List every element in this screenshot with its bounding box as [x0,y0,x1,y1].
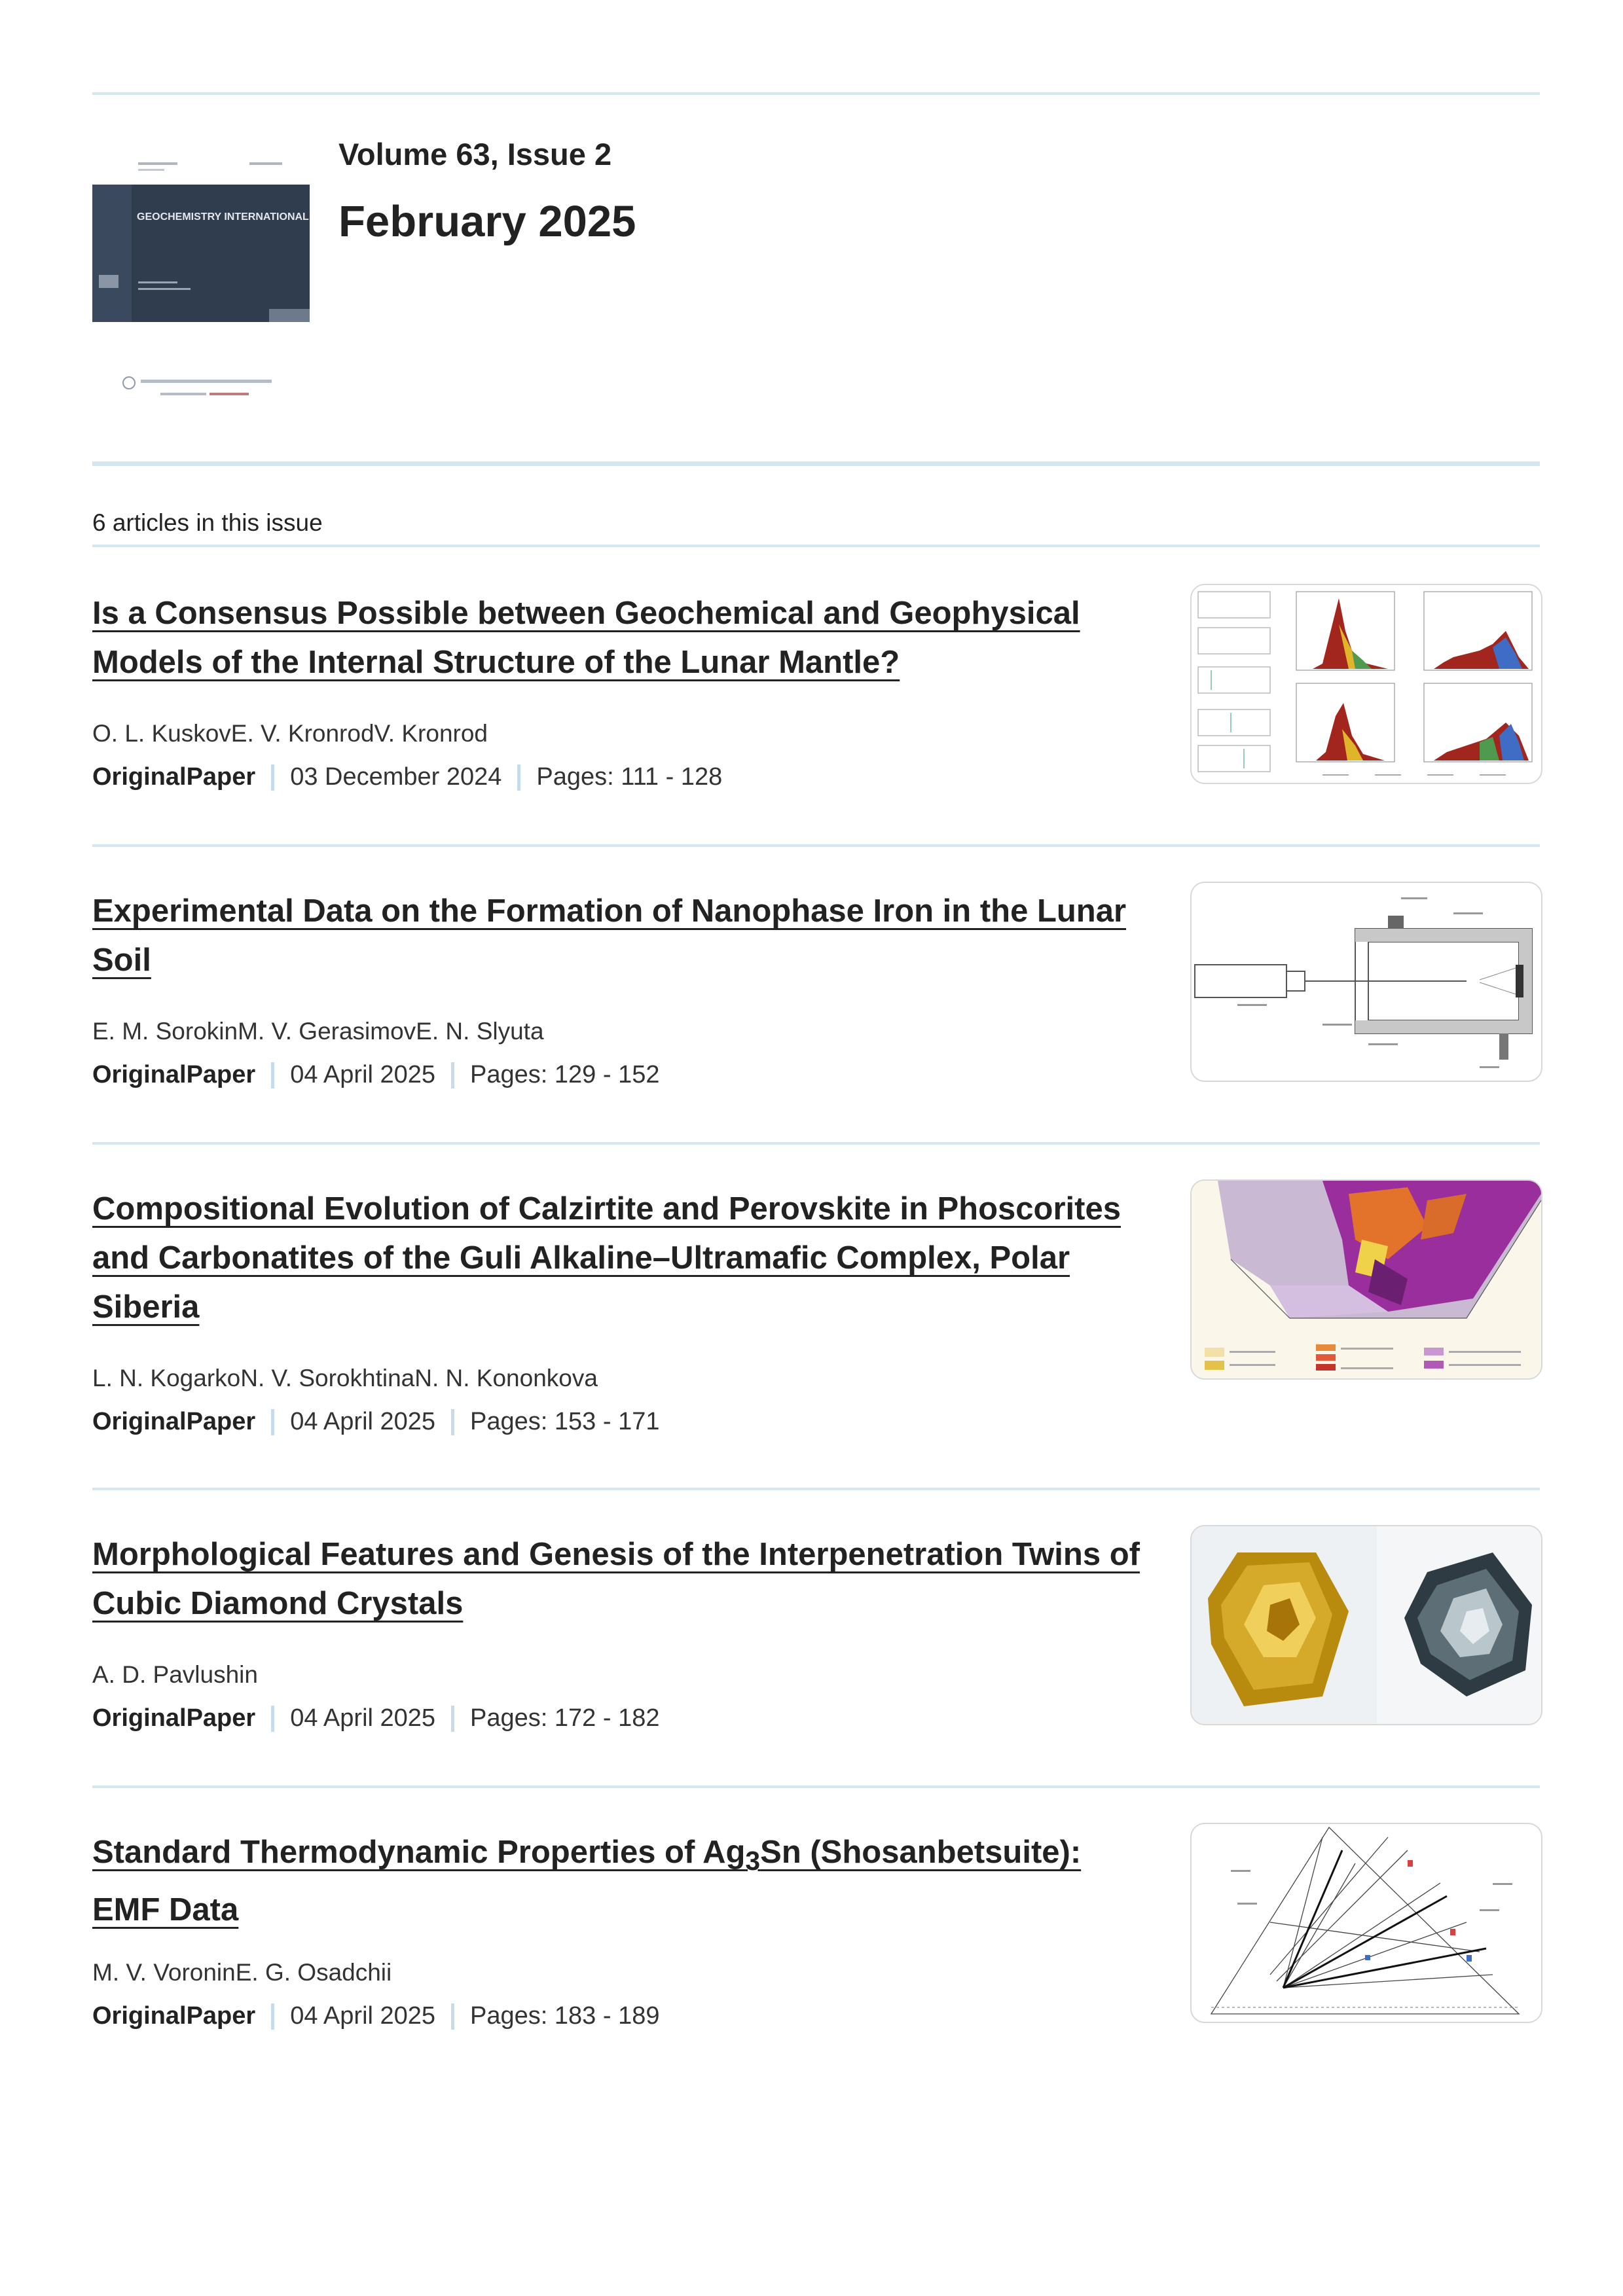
article-figure-thumbnail[interactable] [1190,1179,1542,1380]
meta-separator [451,1409,454,1435]
article-count: 6 articles in this issue [92,509,323,536]
article-divider [92,1785,1540,1788]
article-title-link[interactable]: Morphological Features and Genesis of the Interpenetration Twins of Cubic Diamond Crystals [92,1537,1140,1621]
list-divider [92,545,1540,547]
article-meta [92,2002,659,2030]
article-type: OriginalPaper [92,763,256,791]
header-divider [92,461,1540,466]
article-type: OriginalPaper [92,1408,256,1435]
article-title [92,1185,1153,1332]
article-authors: M. V. VoroninE. G. Osadchii [92,1959,392,1986]
meta-separator [271,2003,274,2030]
article-title-link[interactable] [92,1835,1081,1928]
issue-volume: Volume 63, Issue 2 [338,137,612,171]
article-title-link[interactable]: Is a Consensus Possible between Geochemical and Geophysical Models of the Internal Structure of the Lunar Mantle? [92,596,1080,680]
article-authors: E. M. SorokinM. V. GerasimovE. N. Slyuta [92,1018,544,1045]
meta-separator [271,1062,274,1088]
article-authors: L. N. KogarkoN. V. SorokhtinaN. N. Kononkova [92,1365,598,1391]
meta-separator [271,1706,274,1732]
article-divider [92,844,1540,847]
meta-separator [451,1706,454,1732]
article-figure-thumbnail[interactable] [1190,1823,1542,2023]
article-date: 04 April 2025 [290,1704,436,1732]
meta-separator [271,764,274,791]
svg-text:GEOCHEMISTRY INTERNATIONAL: GEOCHEMISTRY INTERNATIONAL [137,211,309,223]
article-type: OriginalPaper [92,2002,256,2030]
article-title-link[interactable]: Compositional Evolution of Calzirtite and Perovskite in Phoscorites and Carbonatites of the Guli Alkaline–Ultramafic Complex, Polar Siberia [92,1191,1121,1325]
article-figure-thumbnail[interactable] [1190,882,1542,1082]
top-divider [92,92,1540,95]
issue-date: February 2025 [338,197,636,246]
meta-separator [271,1409,274,1435]
article-title [92,1828,1153,1935]
article-pages: Pages: 183 - 189 [470,2002,660,2030]
title-subscript: 3 [745,1845,761,1876]
article-meta [92,763,722,791]
article-type: OriginalPaper [92,1704,256,1732]
title-text-after: Sn (Shosanbetsuite): EMF Data [92,1835,1082,1928]
article-meta [92,1408,659,1436]
title-text-before: Standard Thermodynamic Properties of Ag [92,1835,746,1870]
article-title [92,887,1153,985]
article-pages: Pages: 129 - 152 [470,1061,660,1088]
article-title [92,1530,1153,1628]
article-pages: Pages: 153 - 171 [470,1408,660,1435]
meta-separator [451,2003,454,2030]
meta-separator [451,1062,454,1088]
article-date: 04 April 2025 [290,2002,436,2030]
article-title [92,589,1153,687]
article-date: 04 April 2025 [290,1061,436,1088]
article-title-link[interactable]: Experimental Data on the Formation of Nanophase Iron in the Lunar Soil [92,893,1127,978]
article-divider [92,1488,1540,1490]
article-pages: Pages: 172 - 182 [470,1704,660,1732]
article-type: OriginalPaper [92,1061,256,1088]
article-date: 04 April 2025 [290,1408,436,1435]
article-authors: O. L. KuskovE. V. KronrodV. Kronrod [92,720,488,747]
publisher-logo [121,373,285,406]
article-figure-thumbnail[interactable] [1190,1525,1542,1725]
article-figure-thumbnail[interactable] [1190,584,1542,784]
article-meta [92,1704,659,1732]
journal-cover-image[interactable] [92,137,310,322]
article-pages: Pages: 111 - 128 [536,763,723,791]
article-divider [92,1142,1540,1145]
article-date: 03 December 2024 [290,763,502,791]
article-meta [92,1061,659,1089]
article-authors: A. D. Pavlushin [92,1661,258,1688]
meta-separator [517,764,520,791]
